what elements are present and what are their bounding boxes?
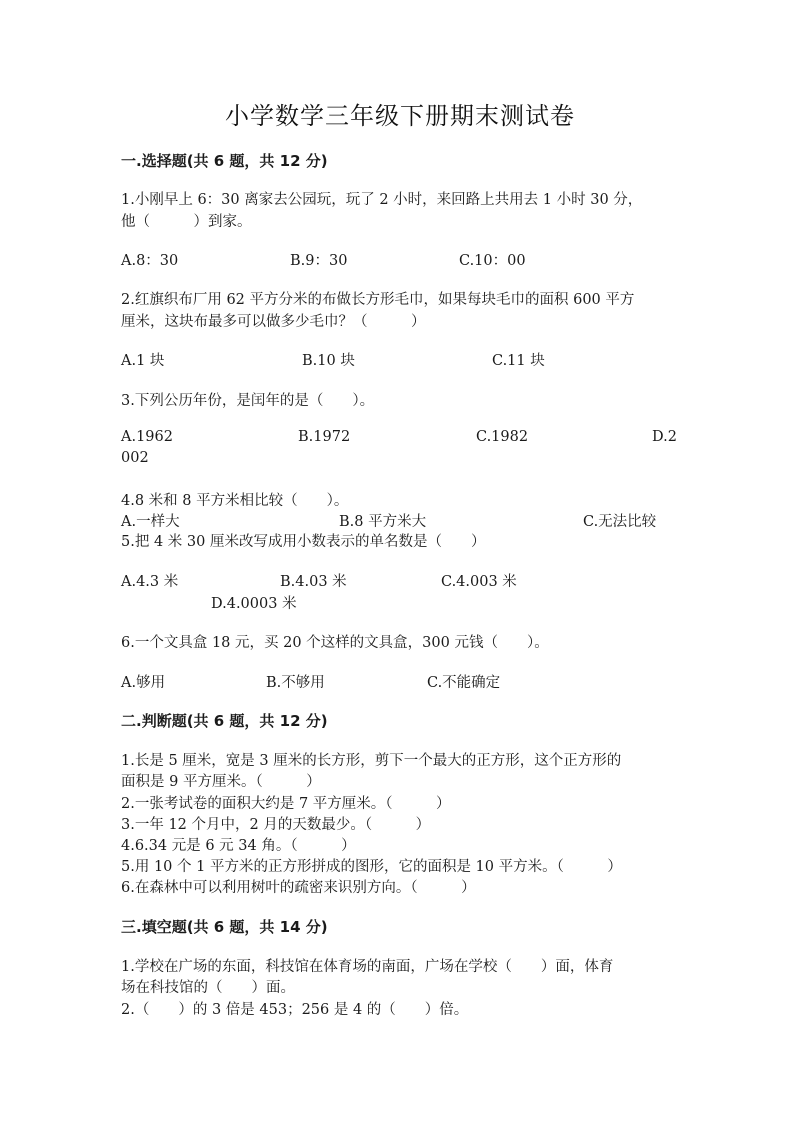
option-b: B.10 块 bbox=[302, 353, 355, 369]
section-heading-fill-in: 三.填空题(共 6 题，共 14 分) bbox=[121, 918, 328, 936]
option-d: D.2 bbox=[652, 429, 677, 445]
question-text: 6.一个文具盒 18 元，买 20 个这样的文具盒，300 元钱（ ）。 bbox=[121, 635, 549, 651]
section-heading-judgment: 二.判断题(共 6 题，共 12 分) bbox=[121, 712, 328, 730]
option-a: A.8：30 bbox=[121, 253, 179, 269]
option-b: B.1972 bbox=[298, 429, 351, 445]
question-text: 他（ ）到家。 bbox=[121, 214, 252, 230]
option-a: A.够用 bbox=[121, 675, 166, 691]
option-a: A.1 块 bbox=[121, 353, 165, 369]
question-text: 场在科技馆的（ ）面。 bbox=[121, 980, 295, 996]
question-text: 面积是 9 平方厘米。（ ） bbox=[121, 774, 321, 790]
option-c: C.10：00 bbox=[459, 253, 526, 269]
question-text: 1.小刚早上 6：30 离家去公园玩，玩了 2 小时，来回路上共用去 1 小时 30 分， bbox=[121, 192, 643, 208]
option-c: C.1982 bbox=[476, 429, 529, 445]
question-text: 2.一张考试卷的面积大约是 7 平方厘米。（ ） bbox=[121, 796, 451, 812]
question-text: 厘米，这块布最多可以做多少毛巾？（ ） bbox=[121, 314, 426, 330]
option-a: A.4.3 米 bbox=[121, 574, 179, 590]
question-text: 4.6.34 元是 6 元 34 角。（ ） bbox=[121, 838, 356, 854]
option-a: A.1962 bbox=[121, 429, 173, 445]
option-b: B.4.03 米 bbox=[280, 574, 347, 590]
option-c: C.11 块 bbox=[492, 353, 545, 369]
section-heading-choice: 一.选择题(共 6 题，共 12 分) bbox=[121, 152, 328, 170]
question-text: 1.长是 5 厘米，宽是 3 厘米的长方形，剪下一个最大的正方形，这个正方形的 bbox=[121, 753, 622, 769]
page-title: 小学数学三年级下册期末测试卷 bbox=[225, 102, 575, 130]
option-c: C.不能确定 bbox=[427, 675, 501, 691]
option-c: C.4.003 米 bbox=[441, 574, 517, 590]
option-a: A.一样大 bbox=[121, 514, 180, 530]
question-text: 1.学校在广场的东面，科技馆在体育场的南面，广场在学校（ ）面，体育 bbox=[121, 959, 614, 975]
question-text: 5.把 4 米 30 厘米改写成用小数表示的单名数是（ ） bbox=[121, 534, 486, 550]
option-b: B.9：30 bbox=[290, 253, 348, 269]
question-text: 3.下列公历年份，是闰年的是（ ）。 bbox=[121, 393, 375, 409]
option-d-continued: 002 bbox=[121, 450, 149, 466]
option-c: C.无法比较 bbox=[583, 514, 657, 530]
question-text: 5.用 10 个 1 平方米的正方形拼成的图形，它的面积是 10 平方米。（ ） bbox=[121, 859, 622, 875]
option-d: D.4.0003 米 bbox=[211, 596, 297, 612]
option-b: B.8 平方米大 bbox=[339, 514, 427, 530]
question-text: 2.（ ）的 3 倍是 453；256 是 4 的（ ）倍。 bbox=[121, 1002, 469, 1018]
question-text: 4.8 米和 8 平方米相比较（ ）。 bbox=[121, 493, 349, 509]
question-text: 3.一年 12 个月中，2 月的天数最少。（ ） bbox=[121, 817, 431, 833]
option-b: B.不够用 bbox=[266, 675, 325, 691]
question-text: 2.红旗织布厂用 62 平方分米的布做长方形毛巾，如果每块毛巾的面积 600 平方 bbox=[121, 292, 635, 308]
question-text: 6.在森林中可以利用树叶的疏密来识别方向。（ ） bbox=[121, 880, 476, 896]
